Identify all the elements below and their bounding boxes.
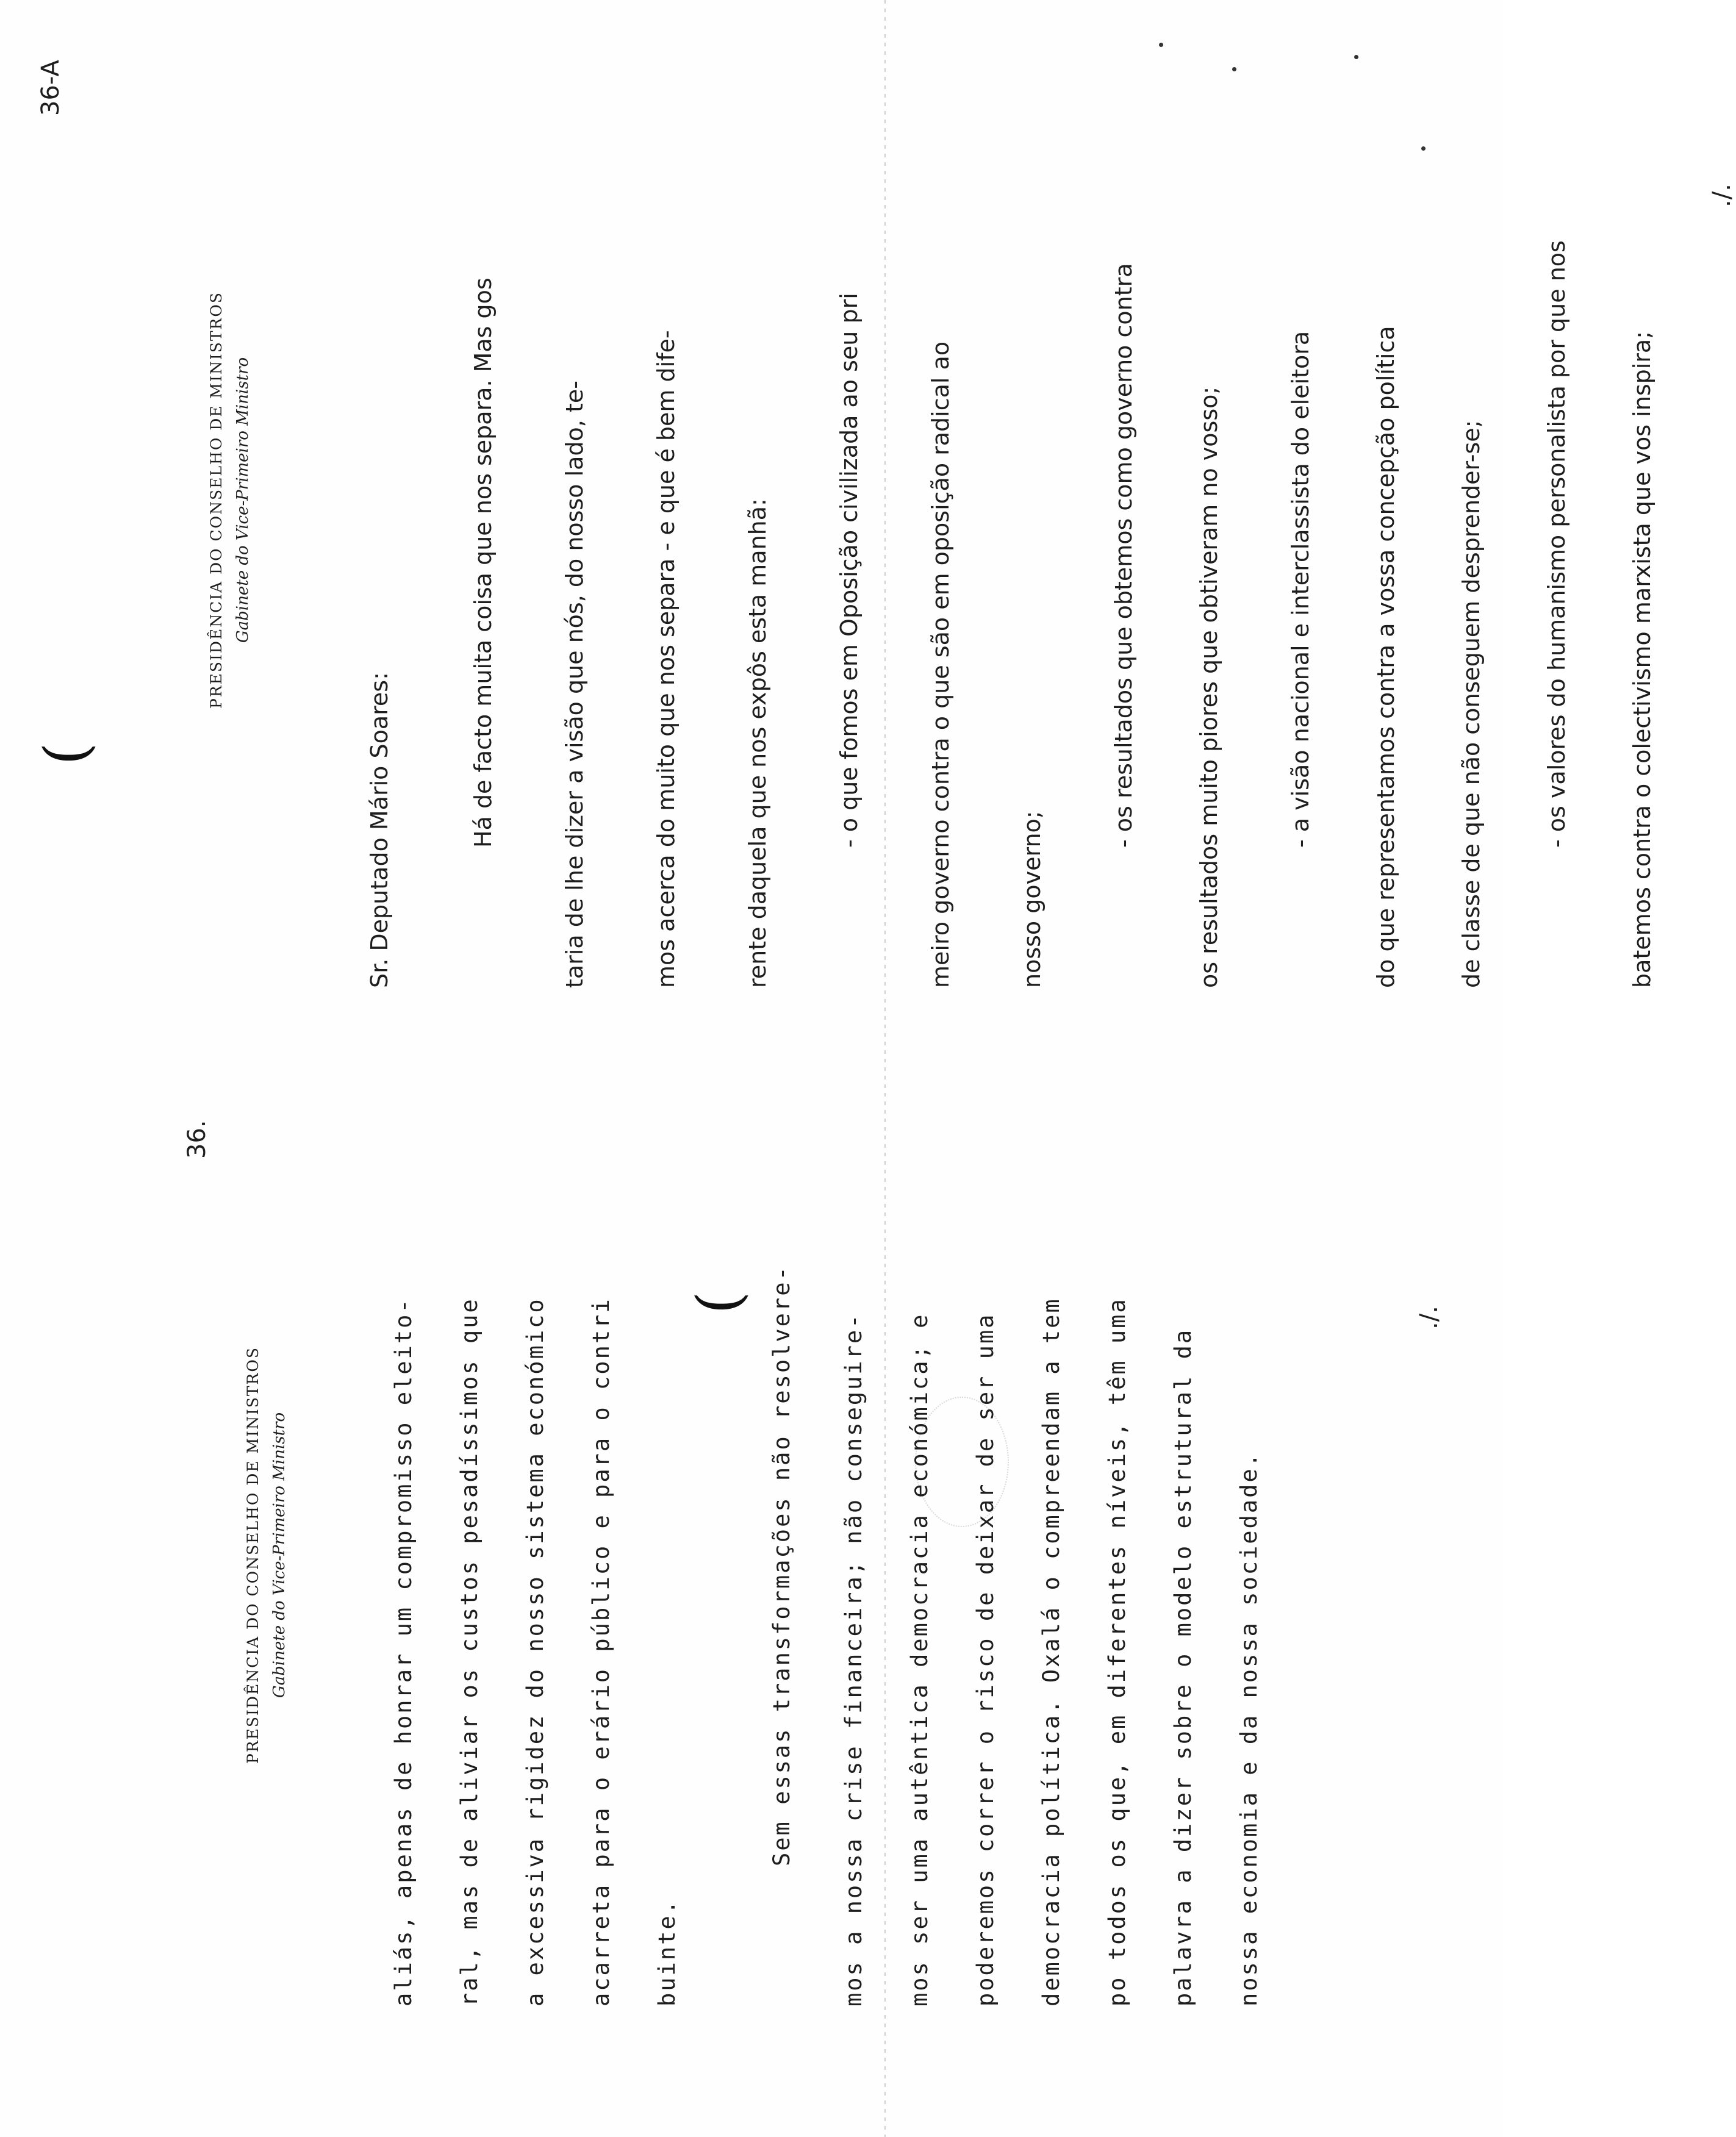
text-line: Há de facto muita coisa que nos separa. Mas gos <box>470 277 497 848</box>
text-line: os resultados muito piores que obtiveram no vosso; <box>1196 386 1222 988</box>
text-line: ral, mas de aliviar os custos pesadíssimos que <box>456 1297 482 2006</box>
text-line: do que representamos contra a vossa concepção política <box>1372 326 1399 988</box>
text-line: po todos os que, em diferentes níveis, têm uma <box>1104 1297 1130 2006</box>
text-line: nosso governo; <box>1019 811 1046 988</box>
text-line: mos a nossa crise financeira; não conseguire- <box>841 1312 867 2006</box>
document-page-36-A <box>37 6 1736 994</box>
letterhead-title: PRESIDÊNCIA DO CONSELHO DE MINISTROS <box>207 292 225 709</box>
bracket-mark-left-page: ( <box>32 742 101 765</box>
text-line: acarreta para o erário público e para o contri <box>588 1297 614 2006</box>
letterhead-subtitle: Gabinete do Vice-Primeiro Ministro <box>270 1412 289 1699</box>
letterhead <box>244 1061 289 2049</box>
text-line: batemos contra o colectivismo marxista que vos inspira; <box>1629 331 1655 988</box>
text-line: - a visão nacional e interclassista do eleitora <box>1287 331 1314 848</box>
text-line: buinte. <box>654 1899 680 2006</box>
text-line: poderemos correr o risco de deixar de ser uma <box>972 1312 999 2006</box>
text-line: nossa economia e da nossa sociedade. <box>1236 1452 1262 2006</box>
text-line: mos ser uma autêntica democracia económica; e <box>906 1312 933 2006</box>
continuation-mark: ./. <box>1708 184 1736 207</box>
continuation-mark: ./. <box>1415 1306 1443 1330</box>
bracket-mark-right-page: ( <box>684 1291 753 1314</box>
text-line: meiro governo contra o que são em oposição radical ao <box>927 341 954 988</box>
letterhead-title: PRESIDÊNCIA DO CONSELHO DE MINISTROS <box>244 1347 262 1764</box>
text-line: - os resultados que obtemos como governo contra <box>1110 263 1137 848</box>
text-line: rente daquela que nos expôs esta manhã: <box>744 498 771 988</box>
text-line: mos acerca do muito que nos separa - e que é bem dife- <box>653 330 680 988</box>
text-line: Sem essas transformações não resolvere- <box>769 1265 795 1866</box>
document-page-36 <box>183 1061 1549 2049</box>
text-line: democracia política. Oxalá o compreendam a tem <box>1038 1297 1064 2006</box>
text-line: palavra a dizer sobre o modelo estrutural da <box>1170 1328 1196 2006</box>
text-line: taria de lhe dizer a visão que nós, do nosso lado, te- <box>561 381 588 988</box>
text-line: - o que fomos em Oposição civilizada ao seu pri <box>836 293 863 848</box>
text-line: aliás, apenas de honrar um compromisso eleito- <box>390 1297 417 2006</box>
salutation: Sr. Deputado Mário Soares: <box>366 672 393 988</box>
text-line: de classe de que não conseguem desprender-se; <box>1458 420 1485 988</box>
page-number: 36-A <box>37 60 65 116</box>
text-line: - os valores do humanismo personalista por que nos <box>1543 240 1570 848</box>
text-line: a excessiva rigidez do nosso sistema económico <box>522 1297 548 2006</box>
letterhead <box>207 6 252 994</box>
page-number: 36. <box>183 1120 211 1159</box>
letterhead-subtitle: Gabinete do Vice-Primeiro Ministro <box>234 357 252 643</box>
